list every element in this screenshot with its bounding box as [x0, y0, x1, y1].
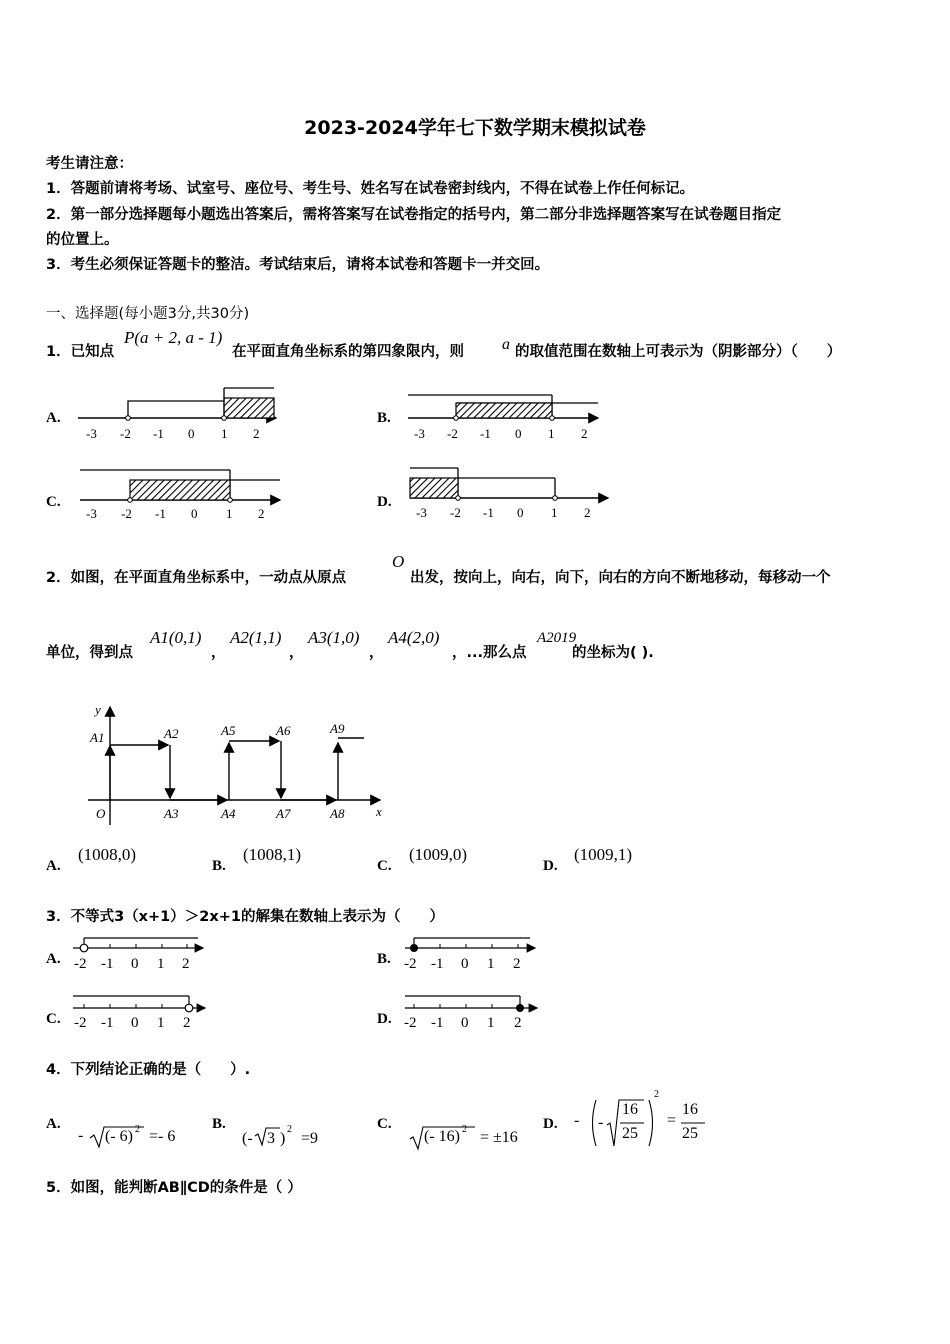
q3a-tick-neg1: -1: [101, 956, 114, 972]
q3a-tick-neg2: -2: [74, 956, 87, 972]
q3c-tick-2: 2: [183, 1015, 191, 1031]
q1-option-a-numberline: [78, 388, 276, 420]
q4-a-minus: -: [78, 1127, 84, 1144]
q1c-tick-neg3: -3: [86, 506, 97, 521]
q2-fig-a5-label: A5: [221, 723, 236, 738]
q2-option-c-value: (1009,0): [409, 845, 468, 864]
q4-option-d-label: D.: [543, 1116, 558, 1132]
q3d-tick-1: 1: [487, 1015, 495, 1031]
q2-target-point: A2019: [537, 630, 577, 646]
q2-point-a4: A4(2,0): [388, 628, 440, 647]
q2-fig-x-label: x: [376, 804, 382, 819]
q4-b-open: (-: [242, 1130, 253, 1147]
q2-fig-a9-label: A9: [330, 721, 345, 736]
q4-b-radicand: 3: [267, 1130, 275, 1147]
q4-d-numerator: 16: [622, 1101, 638, 1118]
q1-suffix: 的取值范围在数轴上可表示为（阴影部分）（ ）: [515, 344, 842, 360]
q2-sep-1: ，: [211, 645, 226, 661]
q3b-tick-neg1: -1: [431, 956, 444, 972]
q3b-tick-0: 0: [461, 956, 469, 972]
q1c-tick-neg1: -1: [155, 506, 166, 521]
q4-a-radicand: (- 6): [105, 1128, 133, 1145]
q4-a-result: =- 6: [149, 1128, 176, 1145]
q2-fig-a2-label: A2: [164, 726, 179, 741]
q4-b-close: ): [280, 1130, 286, 1147]
q3a-tick-2: 2: [182, 956, 190, 972]
q2-line1-suffix: 出发，按向上，向右，向下，向右的方向不断地移动，每移动一个: [410, 570, 831, 586]
q1-option-a-label: A.: [46, 410, 61, 426]
q3b-tick-2: 2: [513, 956, 521, 972]
q1-option-b-label: B.: [377, 410, 391, 426]
q3-option-c-numberline: [73, 996, 205, 1012]
q2-ellipsis: ，...那么点: [452, 645, 527, 661]
q2-sep-3: ，: [369, 645, 384, 661]
q1c-tick-neg2: -2: [121, 506, 132, 521]
q3b-tick-1: 1: [487, 956, 495, 972]
q1-option-c-numberline: [80, 470, 280, 502]
q4-option-b-label: B.: [212, 1116, 226, 1132]
q1d-tick-2: 2: [584, 505, 591, 520]
q1-option-c-label: C.: [46, 494, 61, 510]
q4-option-c-label: C.: [377, 1116, 392, 1132]
q2-line2-prefix: 单位，得到点: [46, 645, 133, 661]
q3-option-b-label: B.: [377, 951, 391, 967]
q1d-tick-neg1: -1: [483, 505, 494, 520]
q4-a-square: 2: [135, 1124, 140, 1135]
q2-fig-a7-label: A7: [276, 806, 291, 821]
q1d-tick-neg2: -2: [450, 505, 461, 520]
notice-item-2: 2．第一部分选择题每小题选出答案后，需将答案写在试卷指定的括号内，第二部分非选择题答案写在试卷题目指定: [46, 207, 782, 223]
q2-line1-prefix: 2．如图，在平面直角坐标系中，一动点从原点: [46, 570, 347, 586]
q1a-tick-0: 0: [188, 426, 195, 441]
q4-b-result: =9: [301, 1130, 319, 1147]
q1-option-d-numberline: [410, 468, 608, 500]
notice-item-3: 3．考生必须保证答题卡的整洁。考试结束后，请将本试卷和答题卡一并交回。: [46, 257, 550, 273]
q1a-tick-1: 1: [221, 426, 228, 441]
q2-point-a1: A1(0,1): [150, 628, 202, 647]
q2-option-a-value: (1008,0): [78, 845, 137, 864]
section-heading: 一、选择题(每小题3分,共30分): [46, 306, 250, 322]
q5-question: 5．如图，能判断AB∥CD的条件是（ ）: [46, 1180, 302, 1196]
q2-option-d-label: D.: [543, 858, 558, 874]
page-title: 2023-2024学年七下数学期末模拟试卷: [304, 117, 646, 139]
q3c-tick-neg2: -2: [74, 1015, 87, 1031]
q1a-tick-neg3: -3: [86, 426, 97, 441]
q2-point-a2: A2(1,1): [230, 628, 282, 647]
q3c-tick-neg1: -1: [101, 1015, 114, 1031]
q2-fig-a8-label: A8: [330, 806, 345, 821]
q1a-tick-2: 2: [253, 426, 260, 441]
q1b-tick-neg2: -2: [447, 426, 458, 441]
q4-d-inner-minus: -: [598, 1114, 604, 1131]
q3b-tick-neg2: -2: [404, 956, 417, 972]
q2-origin: O: [392, 552, 405, 571]
q3c-tick-1: 1: [157, 1015, 165, 1031]
q1-option-b-numberline: [408, 395, 598, 420]
q2-option-b-label: B.: [212, 858, 226, 874]
q2-fig-y-label: y: [95, 702, 101, 717]
q3d-tick-0: 0: [461, 1015, 469, 1031]
q3c-tick-0: 0: [131, 1015, 139, 1031]
q1b-tick-2: 2: [581, 426, 588, 441]
q3d-tick-2: 2: [514, 1015, 522, 1031]
q4-c-result: = ±16: [480, 1129, 518, 1146]
q4-d-result-denominator: 25: [682, 1125, 698, 1142]
q1b-tick-1: 1: [548, 426, 555, 441]
q2-option-b-value: (1008,1): [243, 845, 302, 864]
q1a-tick-neg1: -1: [153, 426, 164, 441]
q3d-tick-neg2: -2: [404, 1015, 417, 1031]
q1d-tick-neg3: -3: [416, 505, 427, 520]
q1c-tick-0: 0: [191, 506, 198, 521]
q2-sep-2: ，: [289, 645, 304, 661]
notice-heading: 考生请注意：: [46, 156, 133, 172]
q2-option-c-label: C.: [377, 858, 392, 874]
q4-d-outer-minus: -: [574, 1112, 580, 1129]
q2-line2-suffix: 的坐标为( ).: [572, 645, 654, 661]
notice-item-2-cont: 的位置上。: [46, 232, 119, 248]
q1d-tick-0: 0: [517, 505, 524, 520]
q4-option-a-label: A.: [46, 1116, 61, 1132]
q4-d-square: 2: [654, 1089, 659, 1100]
q2-fig-a4-label: A4: [221, 806, 236, 821]
q1b-tick-0: 0: [515, 426, 522, 441]
q1-point: P(a + 2, a - 1): [124, 328, 223, 347]
q4-d-result-numerator: 16: [682, 1101, 698, 1118]
q1-mid: 在平面直角坐标系的第四象限内，则: [232, 344, 464, 360]
q4-c-radicand: (- 16): [424, 1128, 460, 1145]
q3-option-a-numberline: [73, 938, 203, 952]
q4-expressions: [90, 1100, 705, 1149]
q1b-tick-neg1: -1: [480, 426, 491, 441]
q3-option-c-label: C.: [46, 1011, 61, 1027]
q4-question: 4．下列结论正确的是（ ）.: [46, 1062, 251, 1078]
q2-option-d-value: (1009,1): [574, 845, 633, 864]
q1-prefix: 1．已知点: [46, 344, 115, 360]
q3a-tick-1: 1: [157, 956, 165, 972]
q3-question: 3．不等式3（x+1）＞2x+1的解集在数轴上表示为（ ）: [46, 909, 444, 925]
q1-option-d-label: D.: [377, 494, 392, 510]
notice-item-1: 1．答题前请将考场、试室号、座位号、考生号、姓名写在试卷密封线内，不得在试卷上作任何标记。: [46, 181, 695, 197]
q3-option-b-numberline: [405, 938, 535, 952]
q2-point-a3: A3(1,0): [308, 628, 360, 647]
q2-fig-a6-label: A6: [276, 723, 291, 738]
q3-option-d-numberline: [405, 996, 537, 1012]
q1c-tick-2: 2: [258, 506, 265, 521]
q1b-tick-neg3: -3: [414, 426, 425, 441]
q1d-tick-1: 1: [551, 505, 558, 520]
q3d-tick-neg1: -1: [431, 1015, 444, 1031]
q2-option-a-label: A.: [46, 858, 61, 874]
q2-fig-o-label: O: [96, 806, 106, 821]
q4-d-denominator: 25: [622, 1125, 638, 1142]
q2-fig-a1-label: A1: [90, 730, 105, 745]
q3-option-d-label: D.: [377, 1011, 392, 1027]
q1-var: a: [502, 336, 510, 353]
q1a-tick-neg2: -2: [120, 426, 131, 441]
q2-fig-a3-label: A3: [164, 806, 179, 821]
q4-c-square: 2: [462, 1124, 467, 1135]
q3a-tick-0: 0: [131, 956, 139, 972]
q3-option-a-label: A.: [46, 951, 61, 967]
q4-b-square: 2: [287, 1124, 292, 1135]
q4-d-equals: =: [667, 1112, 677, 1129]
q1c-tick-1: 1: [226, 506, 233, 521]
